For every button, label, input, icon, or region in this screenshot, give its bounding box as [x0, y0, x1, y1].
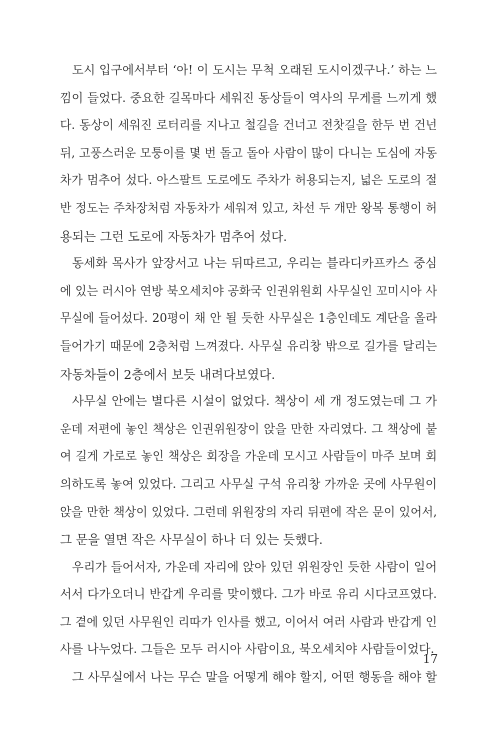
text-line: 에 있는 러시아 연방 북오세치야 공화국 인권위원회 사무실인 꼬미시아 사: [60, 283, 437, 298]
text-line: 여 길게 가로로 놓인 책상은 회장을 가운데 모시고 사람들이 마주 보며 회: [60, 449, 437, 464]
text-line: 운데 저편에 놓인 책상은 인권위원장이 앉을 만한 자리였다. 그 책상에 붙: [60, 421, 437, 436]
text-line: 그 곁에 있던 사무원인 리따가 인사를 했고, 이어서 여러 사람과 반갑게 인: [60, 614, 437, 629]
text-line: 동세화 목사가 앞장서고 나는 뒤따르고, 우리는 블라디카프카스 중심: [72, 256, 437, 271]
paragraph: [60, 554, 437, 664]
text-line: 반 정도는 주차장처럼 자동차가 세워져 있고, 차선 두 개만 왕복 통행이 허: [60, 200, 437, 215]
text-line: 서서 다가오더니 반갑게 우리를 맞이했다. 그가 바로 유리 시다코프였다.: [60, 587, 437, 602]
text-line: 낌이 들었다. 중요한 길목마다 세워진 동상들이 역사의 무게를 느끼게 했: [60, 90, 437, 105]
text-line: 그 문을 열면 작은 사무실이 하나 더 있는 듯했다.: [60, 532, 323, 548]
paragraph: [60, 664, 437, 692]
text-line: 의하도록 놓여 있었다. 그리고 사무실 구석 유리창 가까운 곳에 사무원이: [60, 476, 437, 491]
paragraph: [60, 250, 437, 388]
text-line: 들어가기 때문에 2층처럼 느껴졌다. 사무실 유리창 밖으로 길가를 달리는: [60, 338, 437, 353]
paragraph: [60, 388, 437, 554]
text-line: 사를 나누었다. 그들은 모두 러시아 사람이요, 북오세치야 사람들이었다.: [60, 642, 435, 657]
text-line: 다. 동상이 세워진 로터리를 지나고 철길을 건너고 전찻길을 한두 번 건넌: [60, 118, 437, 133]
body-text: [60, 57, 437, 692]
text-line: 차가 멈추어 섰다. 아스팔트 도로에도 주차가 허용되는지, 넓은 도로의 절: [60, 173, 437, 188]
text-line: 자동차들이 2층에서 보듯 내려다보였다.: [60, 366, 276, 382]
text-line: 앉을 만한 책상이 있었다. 그런데 위원장의 자리 뒤편에 작은 문이 있어서,: [60, 504, 437, 519]
text-line: 뒤, 고풍스러운 모퉁이를 몇 번 돌고 돌아 사람이 많이 다니는 도심에 자동: [60, 145, 437, 160]
text-line: 용되는 그런 도로에 자동차가 멈추어 섰다.: [60, 228, 288, 244]
text-line: 우리가 들어서자, 가운데 자리에 앉아 있던 위원장인 듯한 사람이 일어: [72, 559, 437, 574]
text-line: 사무실 안에는 별다른 시설이 없었다. 책상이 세 개 정도였는데 그 가: [72, 394, 437, 409]
paragraph: [60, 57, 437, 250]
page-number: 17: [422, 652, 438, 666]
text-line: 도시 입구에서부터 ‘아! 이 도시는 무척 오래된 도시이겠구나.’ 하는 느: [72, 63, 437, 77]
text-line: 무실에 들어섰다. 20평이 채 안 될 듯한 사무실은 1층인데도 계단을 올라: [60, 311, 437, 326]
text-line: 그 사무실에서 나는 무슨 말을 어떻게 해야 할지, 어떤 행동을 해야 할: [72, 670, 437, 685]
